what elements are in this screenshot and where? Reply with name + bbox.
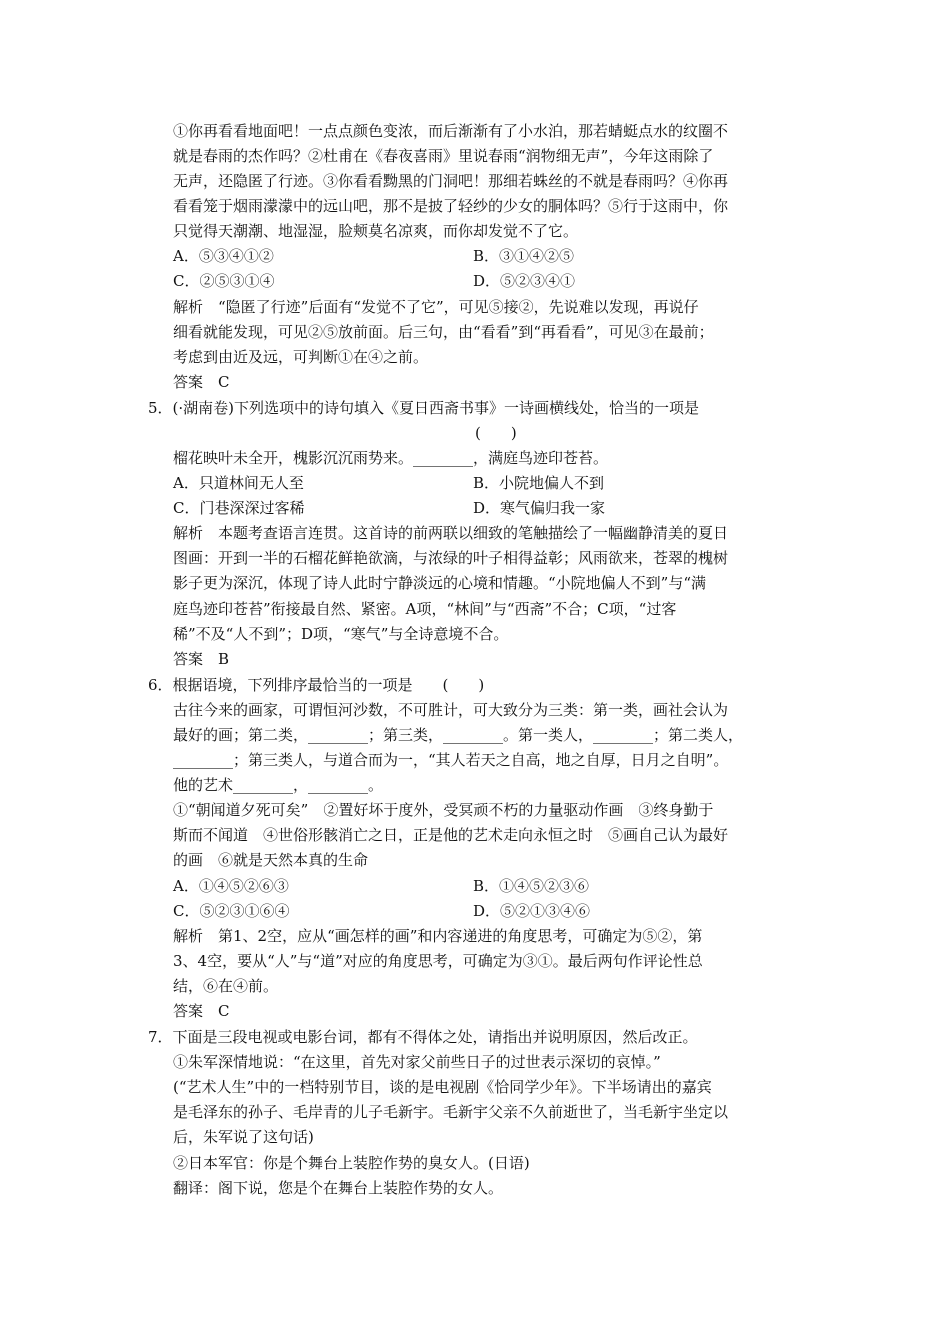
analysis-line: 细看就能发现，可见②⑤放前面。后三句，由“看看”到“再看看”，可见③在最前；	[173, 323, 714, 341]
sentence-choices-line: 斯而不闻道 ④世俗形骸消亡之日，正是他的艺术走向永恒之时 ⑤画自己认为最好	[173, 826, 729, 844]
passage-line: 只觉得天潮潮、地湿湿，脸颊莫名凉爽，而你却发觉不了它。	[173, 222, 579, 240]
option-a: A．⑤③④①②	[173, 247, 274, 265]
passage-line: 就是春雨的杰作吗？②杜甫在《春夜喜雨》里说春雨“润物细无声”，今年这雨除了	[173, 147, 714, 165]
analysis-line: 解析 “隐匿了行迹”后面有“发觉不了它”，可见⑤接②，先说难以发现，再说仔	[173, 298, 699, 316]
analysis-line: 影子更为深沉，体现了诗人此时宁静淡远的心境和情趣。“小院地偏人不到”与“满	[173, 574, 707, 592]
translation-line: 翻译：阁下说，您是个在舞台上装腔作势的女人。	[173, 1179, 504, 1197]
sentence-choices-line: 的画 ⑥就是天然本真的生命	[173, 851, 369, 869]
passage-line: 他的艺术________，________。	[173, 776, 384, 794]
dialogue-line: ①朱军深情地说：“在这里，首先对家父前些日子的过世表示深切的哀悼。”	[173, 1053, 661, 1071]
question-stem: 7．下面是三段电视或电影台词，都有不得体之处，请指出并说明原因，然后改正。	[148, 1028, 698, 1046]
analysis-line: 解析 第1、2空，应从“画怎样的画”和内容递进的角度思考，可确定为⑤②，第	[173, 927, 703, 945]
option-a: A．①④⑤②⑥③	[173, 877, 289, 895]
option-a: A．只道林间无人至	[173, 474, 304, 492]
analysis-line: 结，⑥在④前。	[173, 977, 279, 995]
option-d: D．⑤②①③④⑥	[473, 902, 591, 920]
passage-line: 最好的画；第二类，________；第三类，________。第一类人，________；第二类人，	[173, 726, 744, 744]
analysis-line: 3、4空，要从“人”与“道”对应的角度思考，可确定为③①。最后两句作评论性总	[173, 952, 703, 970]
analysis-line: 考虑到由近及远，可判断①在④之前。	[173, 348, 429, 366]
sentence-choices-line: ①“朝闻道夕死可矣” ②置好坏于度外，受冥顽不朽的力量驱动作画 ③终身勤于	[173, 801, 714, 819]
analysis-line: 解析 本题考查语言连贯。这首诗的前两联以细致的笔触描绘了一幅幽静清美的夏日	[173, 524, 729, 542]
option-c: C．⑤②③①⑥④	[173, 902, 290, 920]
context-line: 后，朱军说了这句话)	[173, 1128, 314, 1146]
option-b: B．①④⑤②③⑥	[473, 877, 590, 895]
poem-line: 榴花映叶未全开，槐影沉沉雨势来。________，满庭鸟迹印苍苔。	[173, 449, 609, 467]
question-stem: 5．(·湖南卷)下列选项中的诗句填入《夏日西斋书事》一诗画横线处，恰当的一项是	[148, 399, 700, 417]
option-d: D．寒气偏归我一家	[473, 499, 606, 517]
option-c: C．门巷深深过客稀	[173, 499, 305, 517]
analysis-line: 图画：开到一半的石榴花鲜艳欲滴，与浓绿的叶子相得益彰；风雨欲来，苍翠的槐树	[173, 549, 729, 567]
option-c: C．②⑤③①④	[173, 272, 275, 290]
passage-line: ________；第三类人，与道合而为一，“其人若天之自高，地之自厚，日月之自明”。	[173, 751, 729, 769]
context-line: (“艺术人生”中的一档特别节目，谈的是电视剧《恰同学少年》。下半场请出的嘉宾	[173, 1078, 712, 1096]
passage-line: 古往今来的画家，可谓恒河沙数，不可胜计，可大致分为三类：第一类，画社会认为	[173, 701, 729, 719]
context-line: 是毛泽东的孙子、毛岸青的儿子毛新宇。毛新宇父亲不久前逝世了，当毛新宇坐定以	[173, 1103, 729, 1121]
option-b: B．小院地偏人不到	[473, 474, 605, 492]
passage-line: ①你再看看地面吧！一点点颜色变浓，而后渐渐有了小水泊，那若蜻蜓点水的纹圈不	[173, 122, 729, 140]
passage-line: 看看笼于烟雨濛濛中的远山吧，那不是披了轻纱的少女的胴体吗？⑤行于这雨中，你	[173, 197, 729, 215]
passage-line: 无声，还隐匿了行迹。③你看看黝黑的门洞吧！那细若蛛丝的不就是春雨吗？④你再	[173, 172, 729, 190]
question-stem: 6．根据语境，下列排序最恰当的一项是 ( )	[148, 676, 485, 694]
answer: 答案 C	[173, 1002, 230, 1020]
analysis-line: 庭鸟迹印苍苔”衔接最自然、紧密。A项，“林间”与“西斋”不合；C项，“过客	[173, 600, 677, 618]
option-b: B．③①④②⑤	[473, 247, 575, 265]
answer: 答案 B	[173, 650, 230, 668]
option-d: D．⑤②③④①	[473, 272, 576, 290]
dialogue-line: ②日本军官：你是个舞台上装腔作势的臭女人。(日语)	[173, 1154, 530, 1172]
answer: 答案 C	[173, 373, 230, 391]
answer-parentheses: ( )	[475, 424, 517, 442]
analysis-line: 稀”不及“人不到”；D项，“寒气”与全诗意境不合。	[173, 625, 509, 643]
